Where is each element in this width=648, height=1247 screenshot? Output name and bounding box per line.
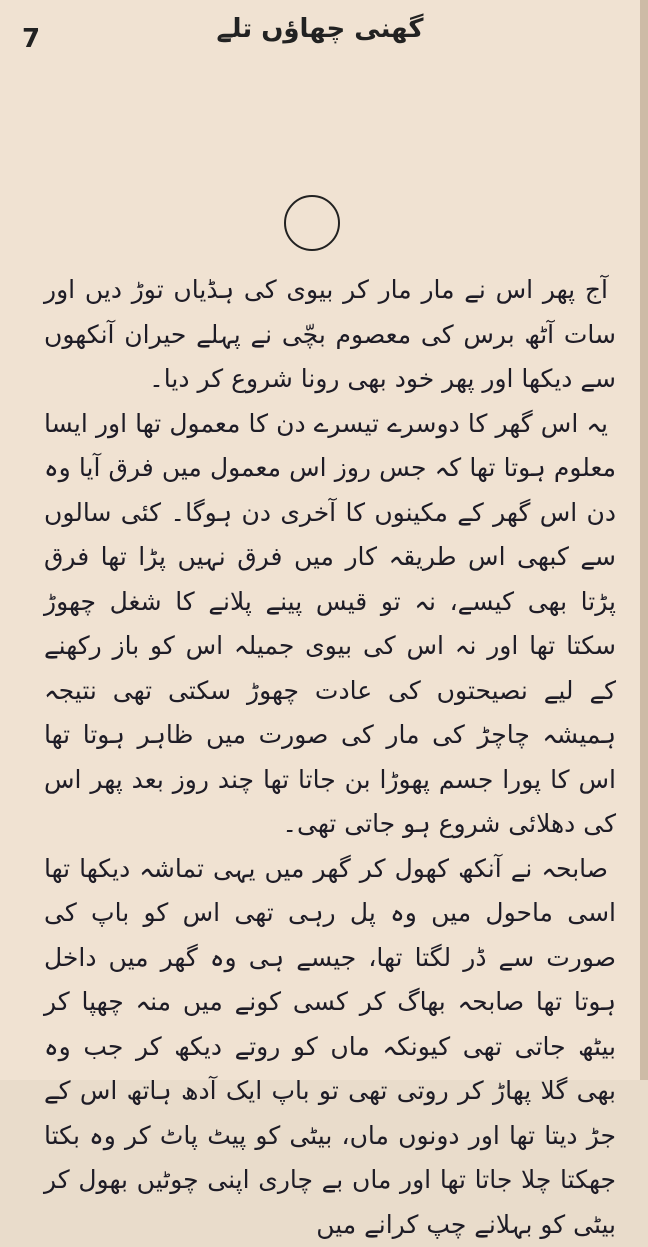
paragraph: صابحہ نے آنکھ کھول کر گھر میں یہی تماشہ دیکھا تھا اسی ماحول میں وہ پل رہی تھی اس کو باپ کی صورت سے ڈر لگتا تھا، جیسے ہی وہ گھر میں داخل ہوتا تھا صابحہ بھاگ کر کسی کونے میں منہ چھپا کر بیٹھ جاتی تھی کیونکہ ماں کو روتے دیکھ کر جب وہ بھی گلا پھاڑ کر روتی تھی تو باپ ایک آدھ ہاتھ اس کے جڑ دیتا تھا اور دونوں ماں، بیٹی کو پیٹ پاٹ کر وہ بکتا جھکتا چلا جاتا تھا اور ماں بے چاری اپنی چوٹیں بھول کر بیٹی کو بہلانے چپ کرانے میں [44,847,616,1247]
paragraph: آج پھر اس نے مار مار کر بیوی کی ہڈیاں توڑ دیں اور سات آٹھ برس کی معصوم بچّی نے پہلے حیران آنکھوں سے دیکھا اور پھر خود بھی رونا شروع کر دیا۔ [44,268,616,402]
page-number: 7 [22,26,40,52]
body-text [44,268,616,1247]
running-header: گھنی چھاؤں تلے [0,14,640,44]
paragraph: یہ اس گھر کا دوسرے تیسرے دن کا معمول تھا اور ایسا معلوم ہوتا تھا کہ جس روز اس معمول میں فرق آیا وہ دن اس گھر کے مکینوں کا آخری دن ہوگا۔ کئی سالوں سے کبھی اس طریقہ کار میں فرق نہیں پڑا تھا فرق پڑتا بھی کیسے، نہ تو قیس پینے پلانے کا شغل چھوڑ سکتا تھا اور نہ اس کی بیوی جمیلہ اس کو باز رکھنے کے لیے نصیحتوں کی عادت چھوڑ سکتی تھی نتیجہ ہمیشہ چاچڑ کی مار کی صورت میں ظاہر ہوتا تھا اس کا پورا جسم پھوڑا بن جاتا تھا چند روز بعد پھر اس کی دھلائی شروع ہو جاتی تھی۔ [44,402,616,847]
section-circle-ornament [284,195,340,251]
